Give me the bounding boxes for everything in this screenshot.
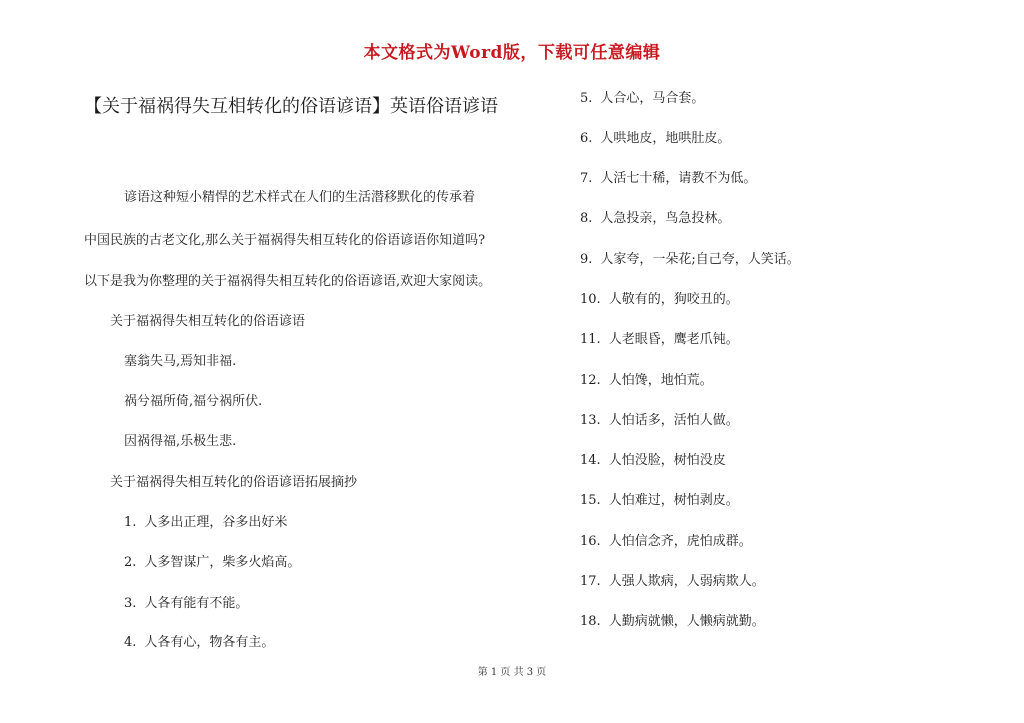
list-item-number: 4. [124, 635, 137, 650]
list-item [580, 167, 756, 186]
list-item [580, 87, 704, 106]
word-format-banner: 本文格式为Word版，下载可任意编辑 [363, 43, 661, 63]
list-item-number: 8. [580, 211, 593, 226]
list-item-text: 人各有心，物各有主。 [144, 635, 275, 650]
list-item-number: 5. [580, 91, 593, 106]
list-item-number: 7. [580, 171, 593, 186]
list-item-text: 人怕难过，树怕剥皮。 [608, 493, 739, 508]
list-item [580, 207, 730, 226]
list-item [580, 489, 739, 508]
list-item [580, 248, 800, 267]
list-item-number: 1. [124, 515, 137, 530]
list-item [580, 127, 730, 146]
list-item [124, 631, 274, 650]
list-item-number: 3. [124, 596, 137, 611]
proverb-3: 因祸得福,乐极生悲. [124, 434, 237, 449]
list-item-text: 人怕信念齐，虎怕成群。 [608, 534, 752, 549]
list-item [580, 449, 726, 468]
section-heading-proverbs: 关于福祸得失相互转化的俗语谚语 [110, 314, 306, 329]
list-item [124, 511, 287, 530]
list-item-text: 人怕话多，活怕人做。 [608, 413, 739, 428]
intro-line-1: 谚语这种短小精悍的艺术样式在人们的生活潜移默化的传承着 [124, 190, 476, 205]
list-item-number: 16. [580, 534, 601, 549]
list-item-number: 17. [580, 574, 601, 589]
list-item [580, 328, 739, 347]
list-item-text: 人哄地皮，地哄肚皮。 [600, 131, 731, 146]
list-item-text: 人急投亲，鸟急投林。 [600, 211, 731, 226]
list-item-number: 10. [580, 292, 601, 307]
list-item-text: 人多智谋广，柴多火焰高。 [144, 555, 301, 570]
list-item-text: 人敬有的，狗咬丑的。 [608, 292, 739, 307]
page-number-footer: 第 1 页 共 3 页 [477, 667, 547, 678]
list-item-number: 6. [580, 131, 593, 146]
list-item-text: 人合心，马合套。 [600, 91, 705, 106]
document-title: 【关于福祸得失互相转化的俗语谚语】英语俗语谚语 [84, 96, 498, 117]
list-item [580, 610, 765, 629]
proverb-1: 塞翁失马,焉知非福. [124, 354, 237, 369]
intro-line-2: 中国民族的古老文化,那么关于福祸得失相互转化的俗语谚语你知道吗? [84, 233, 486, 248]
list-item [124, 592, 248, 611]
list-item-text: 人强人欺病，人弱病欺人。 [608, 574, 765, 589]
list-item-number: 14. [580, 453, 601, 468]
list-item [580, 409, 739, 428]
section-heading-excerpts: 关于福祸得失相互转化的俗语谚语拓展摘抄 [110, 475, 358, 490]
list-item-text: 人各有能有不能。 [144, 596, 249, 611]
list-item-number: 13. [580, 413, 601, 428]
list-item-number: 15. [580, 493, 601, 508]
list-item-number: 11. [580, 332, 601, 347]
list-item [580, 530, 752, 549]
intro-line-3: 以下是我为你整理的关于福祸得失相互转化的俗语谚语,欢迎大家阅读。 [84, 274, 492, 289]
list-item [580, 570, 765, 589]
list-item-text: 人家夸，一朵花;自己夸，人笑话。 [600, 252, 800, 267]
list-item-text: 人活七十稀，请教不为低。 [600, 171, 757, 186]
list-item-text: 人怕没脸，树怕没皮 [608, 453, 726, 468]
list-item-number: 12. [580, 373, 601, 388]
list-item-number: 18. [580, 614, 601, 629]
list-item [124, 551, 300, 570]
list-item [580, 369, 713, 388]
list-item-number: 9. [580, 252, 593, 267]
proverb-2: 祸兮福所倚,福兮祸所伏. [124, 394, 263, 409]
list-item-text: 人勤病就懒，人懒病就勤。 [608, 614, 765, 629]
list-item-text: 人老眼昏，鹰老爪钝。 [608, 332, 739, 347]
list-item [580, 288, 739, 307]
list-item-text: 人多出正理，谷多出好米 [144, 515, 288, 530]
list-item-number: 2. [124, 555, 137, 570]
list-item-text: 人怕馋，地怕荒。 [608, 373, 713, 388]
